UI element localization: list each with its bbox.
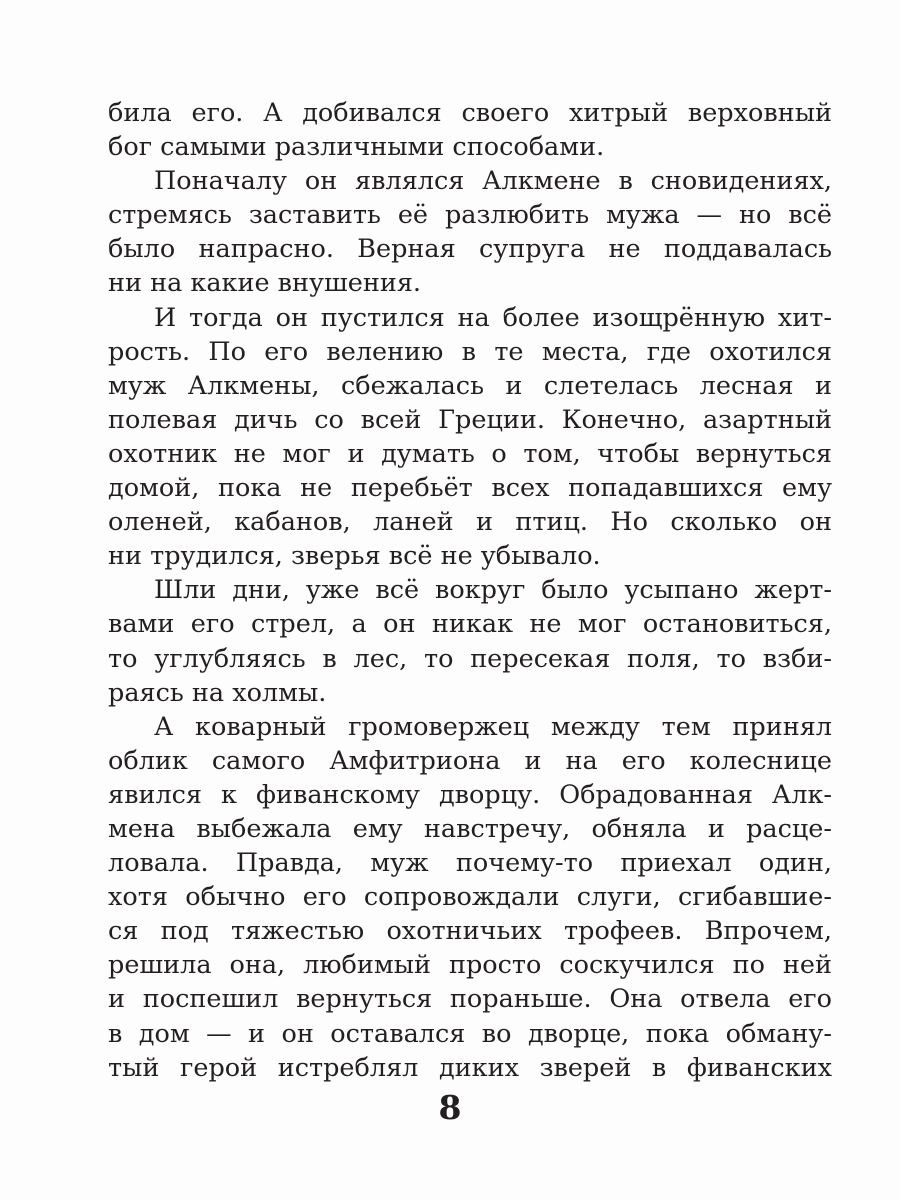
page-number: 8 [438, 1088, 462, 1127]
text-line: домой, пока не перебьёт всех попадавшихся ему [108, 473, 832, 504]
text-line: было напрасно. Верная супруга не поддавалась [108, 234, 832, 265]
text-line: ни трудился, зверья всё не убывало. [108, 541, 601, 572]
text-line: ловала. Правда, муж почему-то приехал один, [108, 848, 832, 879]
text-line: бог самыми различными способами. [108, 132, 605, 163]
text-line: мена выбежала ему навстречу, обняла и расце- [108, 813, 832, 844]
text-line: полевая дичь со всей Греции. Конечно, азартный [108, 404, 832, 435]
text-line: Поначалу он являлся Алкмене в сновидениях, [154, 166, 832, 197]
text-line: охотник не мог и думать о том, чтобы вернуться [108, 438, 832, 469]
text-line: явился к фиванскому дворцу. Обрадованная Алк- [108, 779, 832, 810]
text-line: муж Алкмены, сбежалась и слетелась лесная и [108, 370, 832, 401]
text-line: облик самого Амфитриона и на его колеснице [108, 745, 832, 776]
text-line: в дом — и он оставался во дворце, пока обману- [108, 1018, 832, 1049]
text-line: раясь на холмы. [108, 677, 327, 708]
body-text [108, 96, 832, 1085]
text-line: И тогда он пустился на более изощрённую хит- [154, 302, 832, 333]
text-line: хотя обычно его сопровождали слуги, сгибавшие- [108, 882, 832, 913]
text-line: Шли дни, уже всё вокруг было усыпано жерт- [154, 575, 832, 606]
text-line: ся под тяжестью охотничьих трофеев. Впрочем, [108, 916, 832, 947]
text-line: била его. А добивался своего хитрый верховный [108, 98, 832, 128]
text-line: рость. По его велению в те места, где охотился [108, 336, 832, 367]
text-line: то углубляясь в лес, то пересекая поля, то взби- [108, 643, 832, 674]
text-line: оленей, кабанов, ланей и птиц. Но сколько он [108, 507, 832, 538]
text-line: ни на какие внушения. [108, 268, 422, 299]
text-line: решила она, любимый просто соскучился по ней [108, 950, 832, 981]
text-line: А коварный громовержец между тем принял [154, 711, 832, 742]
text-line: вами его стрел, а он никак не мог остановиться, [108, 609, 832, 640]
text-line: и поспешил вернуться пораньше. Она отвела его [108, 984, 832, 1015]
text-line: тый герой истреблял диких зверей в фиванских [108, 1052, 832, 1083]
text-line: стремясь заставить её разлюбить мужа — но всё [108, 200, 832, 231]
